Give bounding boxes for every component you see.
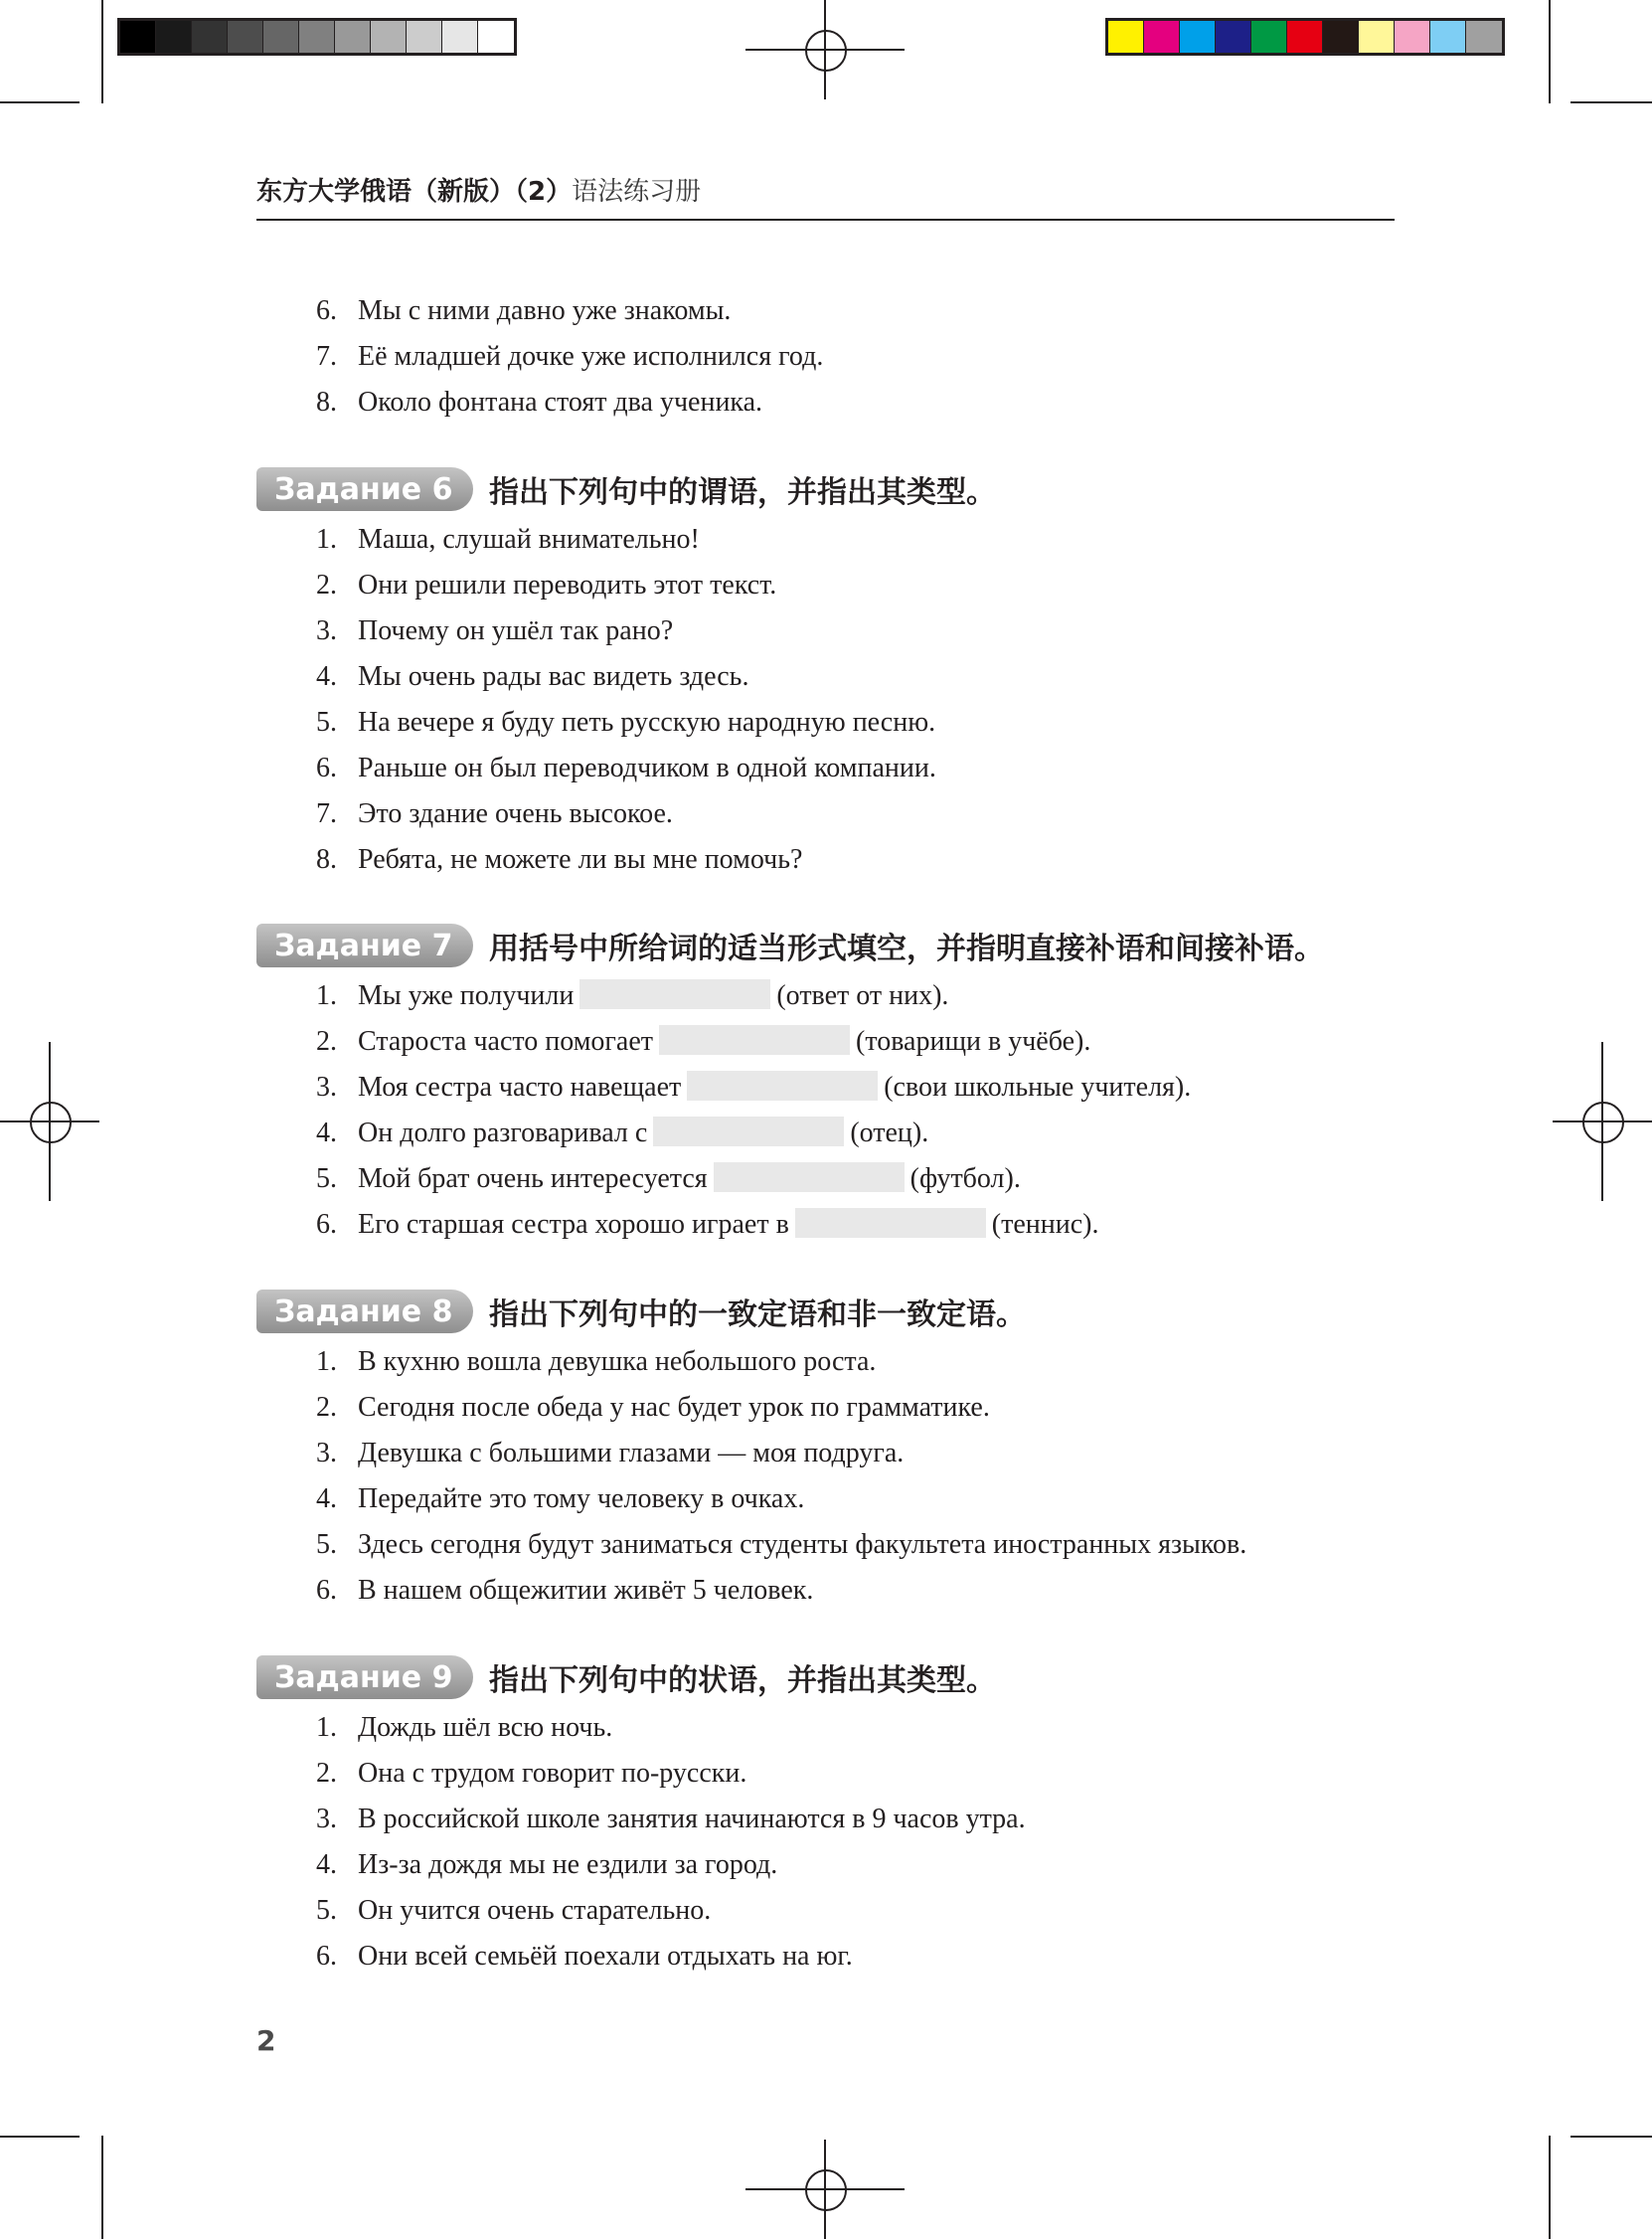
item-number: 1.	[316, 1346, 337, 1377]
item-number: 6.	[316, 1941, 337, 1972]
color-swatch	[407, 21, 442, 53]
item-number: 4.	[316, 1483, 337, 1514]
registration-mark-right	[1553, 1042, 1652, 1201]
exercise-item	[316, 1848, 777, 1882]
item-number: 2.	[316, 1026, 337, 1057]
color-swatch	[1395, 21, 1430, 53]
item-hint: (отец).	[850, 1118, 929, 1148]
exercise-item	[316, 843, 802, 877]
item-hint: (свои школьные учителя).	[884, 1072, 1192, 1103]
exercise-item	[316, 1894, 711, 1928]
item-number: 6.	[316, 753, 337, 783]
running-header	[256, 171, 701, 208]
color-swatch	[1108, 21, 1144, 53]
item-number: 4.	[316, 1118, 337, 1148]
exercise-item	[316, 752, 936, 785]
exercise-item	[316, 797, 673, 831]
task-instruction: 用括号中所给词的适当形式填空，并指明直接补语和间接补语。	[489, 932, 1324, 966]
item-text: Они решили переводить этот текст.	[358, 570, 777, 601]
header-divider	[256, 219, 1395, 221]
item-text: Её младшей дочке уже исполнился год.	[358, 341, 824, 372]
color-swatch	[1180, 21, 1216, 53]
item-hint: (теннис).	[991, 1209, 1099, 1240]
exercise-item	[316, 706, 935, 740]
color-swatch	[335, 21, 371, 53]
task-heading	[256, 467, 996, 511]
color-swatch	[1144, 21, 1180, 53]
item-text: Из-за дождя мы не ездили за город.	[358, 1849, 778, 1880]
task-label-badge: Задание 7	[256, 924, 473, 967]
item-number: 3.	[316, 615, 337, 646]
exercise-item	[316, 294, 731, 328]
exercise-item	[316, 1437, 904, 1470]
exercise-item	[316, 1025, 1090, 1059]
crop-mark	[101, 2136, 103, 2239]
task-heading	[256, 924, 1324, 967]
exercise-item	[316, 1757, 746, 1791]
item-text: Девушка с большими глазами — моя подруга.	[358, 1438, 905, 1468]
item-number: 2.	[316, 570, 337, 601]
crop-mark	[1570, 101, 1652, 103]
item-text: Дождь шёл всю ночь.	[358, 1712, 613, 1743]
item-text-before: Староста часто помогает	[358, 1026, 653, 1057]
color-calibration-bar	[1105, 18, 1505, 56]
item-text: Раньше он был переводчиком в одной компании.	[358, 753, 936, 783]
page-number: 2	[256, 2024, 276, 2057]
task-label-badge: Задание 9	[256, 1655, 473, 1699]
crop-mark	[0, 101, 80, 103]
book-title: 东方大学俄语（新版）（2）	[256, 177, 573, 207]
registration-mark-left	[0, 1042, 99, 1201]
item-text: Передайте это тому человеку в очках.	[358, 1483, 805, 1514]
item-text: Здесь сегодня будут заниматься студенты факультета иностранных языков.	[358, 1529, 1247, 1560]
color-swatch	[192, 21, 228, 53]
color-swatch	[1430, 21, 1466, 53]
color-swatch	[263, 21, 299, 53]
item-number: 7.	[316, 798, 337, 829]
answer-blank[interactable]	[579, 979, 770, 1009]
item-number: 2.	[316, 1758, 337, 1789]
item-text: Это здание очень высокое.	[358, 798, 673, 829]
item-number: 3.	[316, 1438, 337, 1468]
exercise-item	[316, 386, 762, 420]
item-hint: (футбол).	[909, 1163, 1021, 1194]
item-text-before: Мой брат очень интересуется	[358, 1163, 708, 1194]
item-number: 5.	[316, 1895, 337, 1926]
color-swatch	[371, 21, 407, 53]
task-instruction: 指出下列句中的一致定语和非一致定语。	[489, 1297, 1026, 1332]
item-text: Ребята, не можете ли вы мне помочь?	[358, 844, 803, 875]
item-number: 1.	[316, 524, 337, 555]
color-swatch	[1251, 21, 1287, 53]
exercise-item	[316, 523, 700, 557]
exercise-item	[316, 1803, 1026, 1836]
crop-mark	[101, 0, 103, 103]
exercise-item	[316, 1528, 1246, 1562]
item-hint: (товарищи в учёбе).	[856, 1026, 1091, 1057]
task-label-badge: Задание 6	[256, 467, 473, 511]
item-text-before: Его старшая сестра хорошо играет в	[358, 1209, 789, 1240]
exercise-item	[316, 1391, 990, 1425]
crop-mark	[1570, 2136, 1652, 2138]
color-swatch	[442, 21, 478, 53]
exercise-item	[316, 569, 776, 603]
item-text: Сегодня после обеда у нас будет урок по грамматике.	[358, 1392, 990, 1423]
item-number: 5.	[316, 1163, 337, 1194]
item-number: 3.	[316, 1804, 337, 1834]
item-number: 6.	[316, 1575, 337, 1606]
item-text: Он учится очень старательно.	[358, 1895, 712, 1926]
answer-blank[interactable]	[687, 1071, 878, 1101]
exercise-item	[316, 1940, 853, 1974]
item-hint: (ответ от них).	[776, 980, 949, 1011]
answer-blank[interactable]	[795, 1208, 986, 1238]
exercise-item	[316, 340, 823, 374]
item-text: В российской школе занятия начинаются в 9 часов утра.	[358, 1804, 1026, 1834]
item-text: Мы с ними давно уже знакомы.	[358, 295, 732, 326]
item-number: 2.	[316, 1392, 337, 1423]
color-swatch	[1216, 21, 1251, 53]
item-number: 8.	[316, 844, 337, 875]
item-text: В нашем общежитии живёт 5 человек.	[358, 1575, 814, 1606]
exercise-item	[316, 1574, 813, 1608]
exercise-item	[316, 1345, 876, 1379]
exercise-item	[316, 1071, 1191, 1105]
item-text: Маша, слушай внимательно!	[358, 524, 700, 555]
color-swatch	[1287, 21, 1323, 53]
item-text: Мы очень рады вас видеть здесь.	[358, 661, 749, 692]
item-text-before: Он долго разговаривал с	[358, 1118, 648, 1148]
task-heading	[256, 1655, 996, 1699]
exercise-item	[316, 614, 673, 648]
exercise-item	[316, 1711, 612, 1745]
task-heading	[256, 1290, 1026, 1333]
item-text: Около фонтана стоят два ученика.	[358, 387, 763, 418]
item-text: Она с трудом говорит по-русски.	[358, 1758, 747, 1789]
item-text-before: Мы уже получили	[358, 980, 575, 1011]
item-text: В кухню вошла девушка небольшого роста.	[358, 1346, 877, 1377]
item-number: 4.	[316, 661, 337, 692]
item-number: 6.	[316, 295, 337, 326]
item-number: 1.	[316, 980, 337, 1011]
item-number: 8.	[316, 387, 337, 418]
item-number: 1.	[316, 1712, 337, 1743]
color-swatch	[120, 21, 156, 53]
item-text: Почему он ушёл так рано?	[358, 615, 674, 646]
exercise-item	[316, 1162, 1021, 1196]
task-label-badge: Задание 8	[256, 1290, 473, 1333]
exercise-item	[316, 1208, 1099, 1242]
color-swatch	[1323, 21, 1359, 53]
grayscale-calibration-bar	[117, 18, 517, 56]
item-number: 3.	[316, 1072, 337, 1103]
item-number: 5.	[316, 707, 337, 738]
registration-mark-top	[745, 0, 905, 99]
item-number: 6.	[316, 1209, 337, 1240]
item-number: 5.	[316, 1529, 337, 1560]
exercise-item	[316, 1482, 804, 1516]
color-swatch	[478, 21, 514, 53]
exercise-item	[316, 979, 948, 1013]
registration-mark-bottom	[745, 2140, 905, 2239]
color-swatch	[156, 21, 192, 53]
crop-mark	[1549, 0, 1551, 103]
exercise-item	[316, 660, 748, 694]
exercise-item	[316, 1117, 928, 1150]
task-instruction: 指出下列句中的谓语，并指出其类型。	[489, 475, 996, 510]
item-text: Они всей семьёй поехали отдыхать на юг.	[358, 1941, 853, 1972]
item-number: 7.	[316, 341, 337, 372]
color-swatch	[1359, 21, 1395, 53]
color-swatch	[1466, 21, 1502, 53]
item-text: На вечере я буду петь русскую народную песню.	[358, 707, 936, 738]
item-number: 4.	[316, 1849, 337, 1880]
answer-blank[interactable]	[714, 1162, 905, 1192]
answer-blank[interactable]	[653, 1117, 844, 1146]
answer-blank[interactable]	[659, 1025, 850, 1055]
crop-mark	[0, 2136, 80, 2138]
item-text-before: Моя сестра часто навещает	[358, 1072, 682, 1103]
color-swatch	[228, 21, 263, 53]
crop-mark	[1549, 2136, 1551, 2239]
task-instruction: 指出下列句中的状语，并指出其类型。	[489, 1663, 996, 1698]
color-swatch	[299, 21, 335, 53]
book-subtitle: 语法练习册	[572, 177, 702, 207]
